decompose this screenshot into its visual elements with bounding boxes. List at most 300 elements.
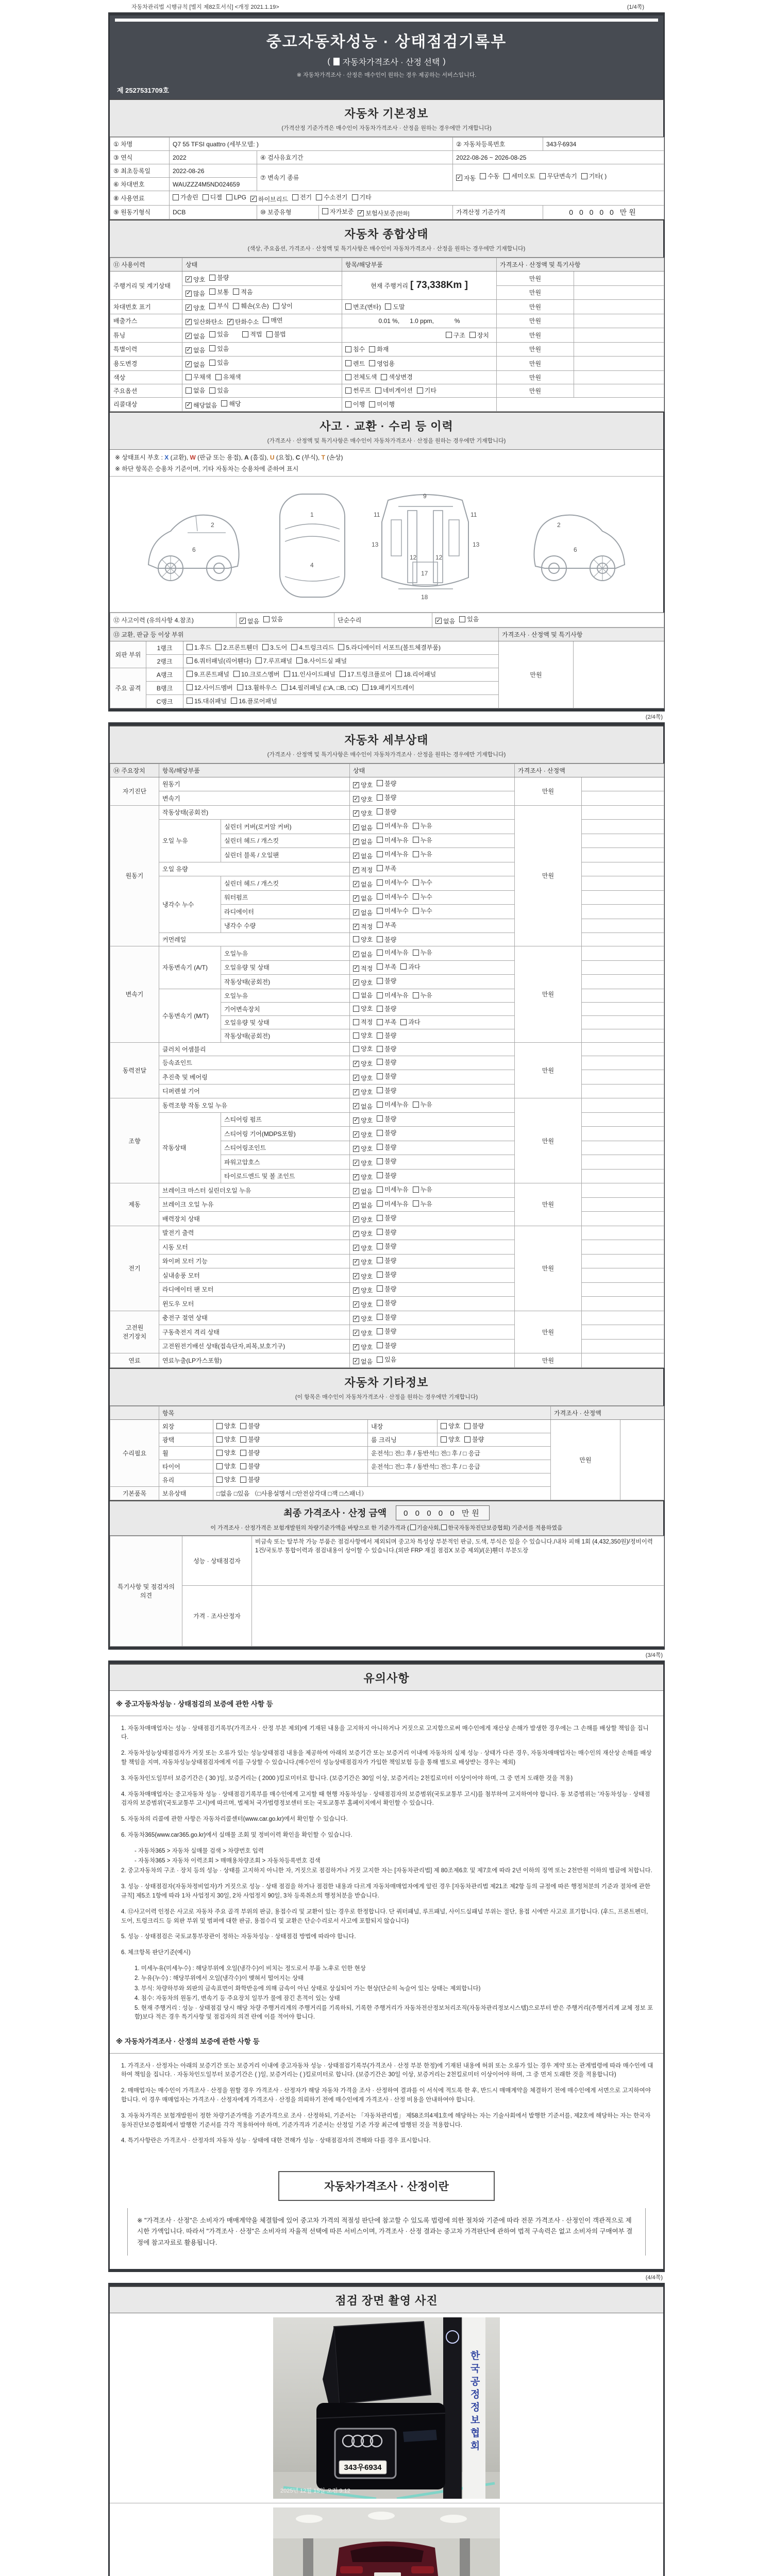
- checkbox-unchecked[interactable]: [377, 878, 408, 887]
- checkbox-checked[interactable]: [353, 809, 373, 818]
- checkbox-box[interactable]: [377, 1300, 383, 1306]
- checkbox-box[interactable]: [345, 387, 351, 394]
- checkbox-box[interactable]: [540, 173, 546, 179]
- checkbox-unchecked[interactable]: [263, 316, 282, 325]
- checkbox-box[interactable]: [413, 1187, 419, 1193]
- checkbox-box[interactable]: ✓: [354, 824, 359, 831]
- checkbox-unchecked[interactable]: [377, 1341, 396, 1350]
- checkbox-box[interactable]: ✓: [354, 1315, 359, 1321]
- checkbox-box[interactable]: [256, 657, 262, 664]
- checkbox-box[interactable]: [377, 823, 383, 829]
- checkbox-checked[interactable]: [250, 195, 288, 204]
- checkbox-unchecked[interactable]: [209, 273, 229, 282]
- checkbox-box[interactable]: ✓: [354, 1060, 359, 1066]
- checkbox-box[interactable]: [187, 644, 193, 650]
- checkbox-unchecked[interactable]: [400, 962, 420, 971]
- checkbox-box[interactable]: [413, 908, 419, 914]
- checkbox-box[interactable]: [209, 289, 215, 295]
- checkbox-checked[interactable]: [353, 795, 373, 804]
- checkbox-box[interactable]: ✓: [354, 895, 359, 901]
- checkbox-diagnosis-assoc[interactable]: [441, 1524, 447, 1530]
- checkbox-box[interactable]: [262, 644, 268, 650]
- checkbox-box[interactable]: ✓: [354, 1089, 359, 1095]
- checkbox-box[interactable]: [377, 978, 383, 984]
- checkbox-checked[interactable]: [456, 174, 476, 182]
- checkbox-unchecked[interactable]: [186, 386, 205, 395]
- checkbox-unchecked[interactable]: [417, 386, 436, 395]
- checkbox-box[interactable]: [377, 1243, 383, 1249]
- checkbox-unchecked[interactable]: [369, 400, 395, 409]
- checkbox-box[interactable]: [173, 194, 179, 200]
- checkbox-box[interactable]: [413, 879, 419, 886]
- checkbox-box[interactable]: [340, 671, 346, 677]
- checkbox-checked[interactable]: [435, 617, 455, 625]
- checkbox-box[interactable]: ✓: [186, 361, 191, 367]
- checkbox-box[interactable]: [377, 1158, 383, 1164]
- checkbox-unchecked[interactable]: [377, 836, 408, 844]
- checkbox-unchecked[interactable]: [215, 372, 241, 381]
- checkbox-box[interactable]: [377, 992, 383, 998]
- checkbox-unchecked[interactable]: [209, 344, 229, 353]
- checkbox-unchecked[interactable]: [240, 1421, 260, 1430]
- checkbox-box[interactable]: [216, 1477, 223, 1483]
- checkbox-box[interactable]: ✓: [186, 332, 191, 339]
- checkbox-unchecked[interactable]: [345, 359, 365, 368]
- checkbox-unchecked[interactable]: [446, 331, 465, 340]
- checkbox-box[interactable]: [216, 1423, 223, 1429]
- checkbox-unchecked[interactable]: [322, 207, 354, 216]
- checkbox-box[interactable]: [263, 616, 270, 622]
- checkbox-box[interactable]: [316, 194, 322, 200]
- checkbox-box[interactable]: [338, 644, 344, 650]
- checkbox-unchecked[interactable]: [377, 1228, 396, 1236]
- checkbox-checked[interactable]: [186, 317, 223, 326]
- checkbox-checked[interactable]: [186, 303, 205, 312]
- checkbox-unchecked[interactable]: [377, 1199, 408, 1208]
- checkbox-checked[interactable]: [353, 1286, 373, 1295]
- checkbox-unchecked[interactable]: [353, 1004, 373, 1013]
- checkbox-unchecked[interactable]: [369, 359, 395, 368]
- checkbox-box[interactable]: ✓: [240, 617, 245, 624]
- checkbox-box[interactable]: [345, 303, 351, 310]
- checkbox-box[interactable]: ✓: [354, 1074, 359, 1081]
- checkbox-unchecked[interactable]: [345, 400, 365, 409]
- checkbox-box[interactable]: [233, 289, 239, 295]
- checkbox-box[interactable]: [377, 1073, 383, 1079]
- checkbox-box[interactable]: [240, 1436, 246, 1443]
- checkbox-unchecked[interactable]: [377, 1185, 408, 1194]
- checkbox-checked[interactable]: [353, 922, 373, 931]
- checkbox-box[interactable]: ✓: [358, 210, 363, 216]
- checkbox-box[interactable]: ✓: [354, 1358, 359, 1364]
- checkbox-unchecked[interactable]: [459, 615, 479, 623]
- checkbox-box[interactable]: [464, 1423, 470, 1429]
- checkbox-box[interactable]: [400, 1019, 407, 1025]
- checkbox-unchecked[interactable]: [187, 670, 229, 679]
- checkbox-checked[interactable]: [186, 275, 205, 284]
- checkbox-box[interactable]: [377, 908, 383, 914]
- checkbox-unchecked[interactable]: [226, 194, 246, 201]
- checkbox-box[interactable]: [469, 332, 476, 338]
- checkbox-unchecked[interactable]: [441, 1421, 460, 1430]
- checkbox-unchecked[interactable]: [377, 1031, 396, 1040]
- checkbox-box[interactable]: ✓: [354, 795, 359, 802]
- checkbox-box[interactable]: [377, 1087, 383, 1093]
- checkbox-box[interactable]: [284, 671, 290, 677]
- checkbox-unchecked[interactable]: [353, 991, 373, 999]
- checkbox-unchecked[interactable]: [209, 301, 229, 310]
- checkbox-box[interactable]: ✓: [186, 347, 191, 353]
- checkbox-box[interactable]: ✓: [354, 1103, 359, 1109]
- checkbox-box[interactable]: ✓: [186, 318, 191, 325]
- checkbox-box[interactable]: [237, 684, 243, 690]
- checkbox-box[interactable]: ✓: [186, 290, 191, 296]
- checkbox-unchecked[interactable]: [215, 643, 258, 652]
- checkbox-checked[interactable]: [353, 908, 373, 917]
- checkbox-box[interactable]: [353, 1019, 359, 1025]
- checkbox-box[interactable]: [377, 1215, 383, 1221]
- checkbox-unchecked[interactable]: [281, 683, 358, 692]
- checkbox-unchecked[interactable]: [377, 1018, 396, 1026]
- checkbox-unchecked[interactable]: [413, 1100, 432, 1109]
- checkbox-box[interactable]: [503, 173, 510, 179]
- checkbox-unchecked[interactable]: [377, 821, 408, 830]
- checkbox-box[interactable]: ✓: [354, 867, 359, 873]
- checkbox-box[interactable]: ✓: [354, 1273, 359, 1279]
- checkbox-box[interactable]: [240, 1477, 246, 1483]
- checkbox-box[interactable]: [231, 698, 237, 704]
- checkbox-unchecked[interactable]: [377, 1044, 396, 1053]
- checkbox-unchecked[interactable]: [581, 172, 607, 180]
- checkbox-box[interactable]: [417, 387, 423, 394]
- checkbox-box[interactable]: [233, 671, 240, 677]
- checkbox-box[interactable]: [377, 893, 383, 900]
- checkbox-unchecked[interactable]: [377, 1213, 396, 1222]
- checkbox-checked[interactable]: [186, 401, 217, 410]
- checkbox-unchecked[interactable]: [413, 850, 432, 858]
- checkbox-unchecked[interactable]: [186, 372, 211, 381]
- checkbox-box[interactable]: [353, 1032, 359, 1039]
- checkbox-unchecked[interactable]: [233, 287, 253, 296]
- checkbox-box[interactable]: [353, 1006, 359, 1012]
- checkbox-checked[interactable]: [353, 1144, 373, 1153]
- checkbox-unchecked[interactable]: [400, 1018, 420, 1026]
- checkbox-box[interactable]: [353, 992, 359, 998]
- checkbox-box[interactable]: ✓: [354, 1329, 359, 1336]
- checkbox-box[interactable]: [377, 1046, 383, 1052]
- checkbox-unchecked[interactable]: [187, 697, 227, 705]
- checkbox-unchecked[interactable]: [362, 683, 414, 692]
- checkbox-box[interactable]: ✓: [354, 810, 359, 816]
- checkbox-unchecked[interactable]: [291, 643, 334, 652]
- checkbox-box[interactable]: [377, 922, 383, 928]
- checkbox-unchecked[interactable]: [216, 1435, 236, 1444]
- checkbox-box[interactable]: [413, 837, 419, 843]
- checkbox-unchecked[interactable]: [377, 793, 396, 802]
- checkbox-box[interactable]: [377, 1285, 383, 1292]
- checkbox-checked[interactable]: [353, 964, 373, 973]
- checkbox-box[interactable]: [187, 698, 193, 704]
- checkbox-unchecked[interactable]: [173, 193, 198, 201]
- checkbox-box[interactable]: ✓: [228, 318, 233, 325]
- checkbox-box[interactable]: ✓: [354, 1159, 359, 1166]
- checkbox-unchecked[interactable]: [266, 330, 286, 338]
- checkbox-unchecked[interactable]: [216, 1462, 236, 1470]
- checkbox-box[interactable]: [413, 1200, 419, 1207]
- checkbox-box[interactable]: [377, 936, 383, 942]
- checkbox-box[interactable]: [377, 1187, 383, 1193]
- checkbox-unchecked[interactable]: [296, 656, 347, 665]
- checkbox-box[interactable]: [377, 1342, 383, 1348]
- checkbox-box[interactable]: [216, 1436, 223, 1443]
- checkbox-box[interactable]: ✓: [354, 1188, 359, 1194]
- checkbox-box[interactable]: ✓: [354, 1145, 359, 1151]
- checkbox-box[interactable]: ✓: [354, 1344, 359, 1350]
- checkbox-unchecked[interactable]: [242, 330, 262, 338]
- checkbox-checked[interactable]: [186, 346, 205, 354]
- checkbox-engineer-society[interactable]: [410, 1524, 416, 1530]
- checkbox-box[interactable]: ✓: [186, 276, 191, 282]
- checkbox-box[interactable]: [353, 1046, 359, 1052]
- checkbox-box[interactable]: [240, 1450, 246, 1456]
- checkbox-box[interactable]: [581, 173, 587, 179]
- checkbox-unchecked[interactable]: [353, 1031, 373, 1040]
- checkbox-unchecked[interactable]: [240, 1435, 260, 1444]
- checkbox-unchecked[interactable]: [377, 906, 408, 915]
- checkbox-box[interactable]: [381, 374, 387, 380]
- checkbox-box[interactable]: [413, 1101, 419, 1108]
- checkbox-box[interactable]: [413, 893, 419, 900]
- checkbox-unchecked[interactable]: [413, 948, 432, 957]
- checkbox-unchecked[interactable]: [263, 615, 283, 623]
- checkbox-unchecked[interactable]: [353, 1018, 373, 1026]
- checkbox-box[interactable]: [240, 1423, 246, 1429]
- checkbox-unchecked[interactable]: [216, 1448, 236, 1457]
- checkbox-unchecked[interactable]: [413, 821, 432, 830]
- checkbox-unchecked[interactable]: [240, 1448, 260, 1457]
- checkbox-box[interactable]: [209, 360, 215, 366]
- checkbox-box[interactable]: [377, 1229, 383, 1235]
- checkbox-unchecked[interactable]: [413, 878, 432, 887]
- checkbox-unchecked[interactable]: [240, 1475, 260, 1484]
- checkbox-unchecked[interactable]: [369, 345, 389, 353]
- checkbox-box[interactable]: [377, 1032, 383, 1039]
- checkbox-box[interactable]: [480, 173, 486, 179]
- checkbox-box[interactable]: ✓: [354, 909, 359, 916]
- checkbox-unchecked[interactable]: [345, 345, 365, 353]
- checkbox-box[interactable]: ✓: [354, 1117, 359, 1123]
- checkbox-unchecked[interactable]: [345, 302, 381, 311]
- checkbox-box[interactable]: [377, 794, 383, 801]
- checkbox-box[interactable]: [187, 657, 193, 664]
- checkbox-box[interactable]: [187, 684, 193, 690]
- checkbox-box[interactable]: [186, 387, 192, 394]
- checkbox-checked[interactable]: [353, 1102, 373, 1111]
- checkbox-box[interactable]: ✓: [186, 304, 191, 311]
- checkbox-unchecked[interactable]: [377, 1284, 396, 1293]
- checkbox-unchecked[interactable]: [377, 864, 396, 873]
- checkbox-box[interactable]: [322, 208, 328, 214]
- checkbox-box[interactable]: [377, 837, 383, 843]
- checkbox-checked[interactable]: [186, 360, 205, 369]
- checkbox-box[interactable]: [292, 194, 298, 200]
- checkbox-unchecked[interactable]: [480, 172, 499, 180]
- checkbox-box[interactable]: [441, 1436, 447, 1443]
- checkbox-checked[interactable]: [353, 781, 373, 789]
- checkbox-unchecked[interactable]: [377, 1157, 396, 1165]
- checkbox-checked[interactable]: [186, 332, 205, 341]
- checkbox-box[interactable]: [446, 332, 452, 338]
- checkbox-unchecked[interactable]: [209, 330, 229, 338]
- checkbox-unchecked[interactable]: [413, 1185, 432, 1194]
- checkbox-unchecked[interactable]: [377, 779, 396, 788]
- checkbox-box[interactable]: [377, 780, 383, 786]
- checkbox-unchecked[interactable]: [377, 1143, 396, 1151]
- checkbox-unchecked[interactable]: [209, 386, 229, 395]
- checkbox-box[interactable]: [377, 1115, 383, 1122]
- checkbox-box[interactable]: [240, 1463, 246, 1469]
- checkbox-box[interactable]: [345, 401, 351, 408]
- checkbox-box[interactable]: [377, 1314, 383, 1320]
- checkbox-box[interactable]: [377, 1257, 383, 1263]
- checkbox-checked[interactable]: [353, 880, 373, 889]
- checkbox-box[interactable]: ✓: [354, 852, 359, 859]
- checkbox-unchecked[interactable]: [413, 1199, 432, 1208]
- checkbox-box[interactable]: [215, 374, 222, 380]
- checkbox-box[interactable]: [291, 644, 297, 650]
- checkbox-box[interactable]: [377, 950, 383, 956]
- checkbox-box[interactable]: [266, 331, 273, 337]
- checkbox-unchecked[interactable]: [375, 386, 413, 395]
- checkbox-box[interactable]: ✓: [354, 1259, 359, 1265]
- checkbox-box[interactable]: [209, 345, 215, 351]
- checkbox-unchecked[interactable]: [503, 172, 535, 180]
- checkbox-box[interactable]: ✓: [354, 923, 359, 929]
- checkbox-unchecked[interactable]: [377, 1086, 396, 1095]
- checkbox-unchecked[interactable]: [353, 935, 373, 944]
- checkbox-unchecked[interactable]: [377, 1100, 408, 1109]
- checkbox-box[interactable]: [345, 374, 351, 380]
- checkbox-box[interactable]: [377, 1200, 383, 1207]
- checkbox-box[interactable]: ✓: [354, 979, 359, 986]
- checkbox-box[interactable]: [441, 1423, 447, 1429]
- checkbox-checked[interactable]: [353, 837, 373, 846]
- checkbox-unchecked[interactable]: [377, 1313, 396, 1321]
- checkbox-unchecked[interactable]: [377, 1004, 396, 1013]
- checkbox-unchecked[interactable]: [345, 386, 371, 395]
- checkbox-unchecked[interactable]: [377, 807, 396, 816]
- checkbox-unchecked[interactable]: [231, 697, 277, 705]
- checkbox-box[interactable]: [345, 360, 351, 366]
- checkbox-unchecked[interactable]: [316, 193, 347, 201]
- checkbox-unchecked[interactable]: [256, 656, 292, 665]
- checkbox-box[interactable]: [353, 936, 359, 942]
- checkbox-box[interactable]: [369, 346, 375, 352]
- checkbox-unchecked[interactable]: [377, 1072, 396, 1080]
- checkbox-checked[interactable]: [353, 1201, 373, 1210]
- select-checkbox[interactable]: [333, 58, 340, 65]
- checkbox-box[interactable]: [396, 671, 402, 677]
- checkbox-checked[interactable]: [240, 617, 259, 625]
- checkbox-box[interactable]: [203, 194, 209, 200]
- checkbox-box[interactable]: [216, 1450, 223, 1456]
- checkbox-box[interactable]: [377, 1130, 383, 1136]
- checkbox-box[interactable]: [377, 879, 383, 886]
- checkbox-unchecked[interactable]: [377, 1270, 396, 1279]
- checkbox-checked[interactable]: [353, 978, 373, 987]
- checkbox-box[interactable]: ✓: [354, 838, 359, 844]
- checkbox-box[interactable]: ✓: [354, 1244, 359, 1251]
- checkbox-unchecked[interactable]: [377, 991, 408, 999]
- checkbox-unchecked[interactable]: [340, 670, 392, 679]
- checkbox-unchecked[interactable]: [216, 1421, 236, 1430]
- checkbox-box[interactable]: ✓: [354, 965, 359, 971]
- checkbox-checked[interactable]: [353, 823, 373, 832]
- checkbox-box[interactable]: [377, 1101, 383, 1108]
- checkbox-box[interactable]: [187, 671, 193, 677]
- checkbox-box[interactable]: ✓: [186, 402, 191, 408]
- checkbox-box[interactable]: ✓: [354, 1174, 359, 1180]
- checkbox-unchecked[interactable]: [187, 683, 233, 692]
- checkbox-unchecked[interactable]: [377, 921, 396, 929]
- checkbox-box[interactable]: ✓: [354, 1202, 359, 1208]
- checkbox-unchecked[interactable]: [377, 1327, 396, 1335]
- checkbox-box[interactable]: [226, 194, 232, 200]
- checkbox-checked[interactable]: [353, 1130, 373, 1139]
- checkbox-checked[interactable]: [353, 1258, 373, 1266]
- checkbox-unchecked[interactable]: [377, 1058, 396, 1066]
- checkbox-box[interactable]: [400, 963, 407, 970]
- checkbox-box[interactable]: [362, 684, 368, 690]
- checkbox-unchecked[interactable]: [262, 643, 287, 652]
- checkbox-unchecked[interactable]: [377, 1114, 396, 1123]
- checkbox-checked[interactable]: [353, 1357, 373, 1366]
- checkbox-box[interactable]: [233, 303, 239, 309]
- checkbox-box[interactable]: [413, 823, 419, 829]
- checkbox-box[interactable]: ✓: [354, 951, 359, 957]
- checkbox-unchecked[interactable]: [221, 399, 241, 408]
- checkbox-unchecked[interactable]: [377, 1242, 396, 1250]
- checkbox-box[interactable]: [352, 194, 358, 200]
- checkbox-checked[interactable]: [353, 1159, 373, 1167]
- checkbox-checked[interactable]: [358, 209, 409, 217]
- checkbox-checked[interactable]: [353, 1215, 373, 1224]
- checkbox-unchecked[interactable]: [377, 850, 408, 858]
- checkbox-unchecked[interactable]: [233, 670, 280, 679]
- checkbox-unchecked[interactable]: [216, 1475, 236, 1484]
- checkbox-unchecked[interactable]: [377, 892, 408, 901]
- checkbox-unchecked[interactable]: [187, 656, 251, 665]
- checkbox-unchecked[interactable]: [187, 643, 211, 652]
- checkbox-unchecked[interactable]: [377, 1256, 396, 1265]
- checkbox-box[interactable]: [377, 1006, 383, 1012]
- checkbox-unchecked[interactable]: [284, 670, 335, 679]
- checkbox-box[interactable]: ✓: [457, 174, 462, 181]
- checkbox-box[interactable]: [377, 1272, 383, 1278]
- checkbox-checked[interactable]: [353, 950, 373, 959]
- checkbox-checked[interactable]: [353, 1116, 373, 1125]
- checkbox-unchecked[interactable]: [396, 670, 436, 679]
- checkbox-box[interactable]: ✓: [354, 1230, 359, 1236]
- checkbox-box[interactable]: [369, 360, 375, 366]
- checkbox-box[interactable]: [215, 644, 222, 650]
- checkbox-box[interactable]: [377, 963, 383, 970]
- checkbox-unchecked[interactable]: [209, 358, 229, 367]
- checkbox-box[interactable]: [296, 657, 303, 664]
- checkbox-unchecked[interactable]: [377, 948, 408, 957]
- checkbox-unchecked[interactable]: [413, 892, 432, 901]
- checkbox-box[interactable]: [377, 1059, 383, 1065]
